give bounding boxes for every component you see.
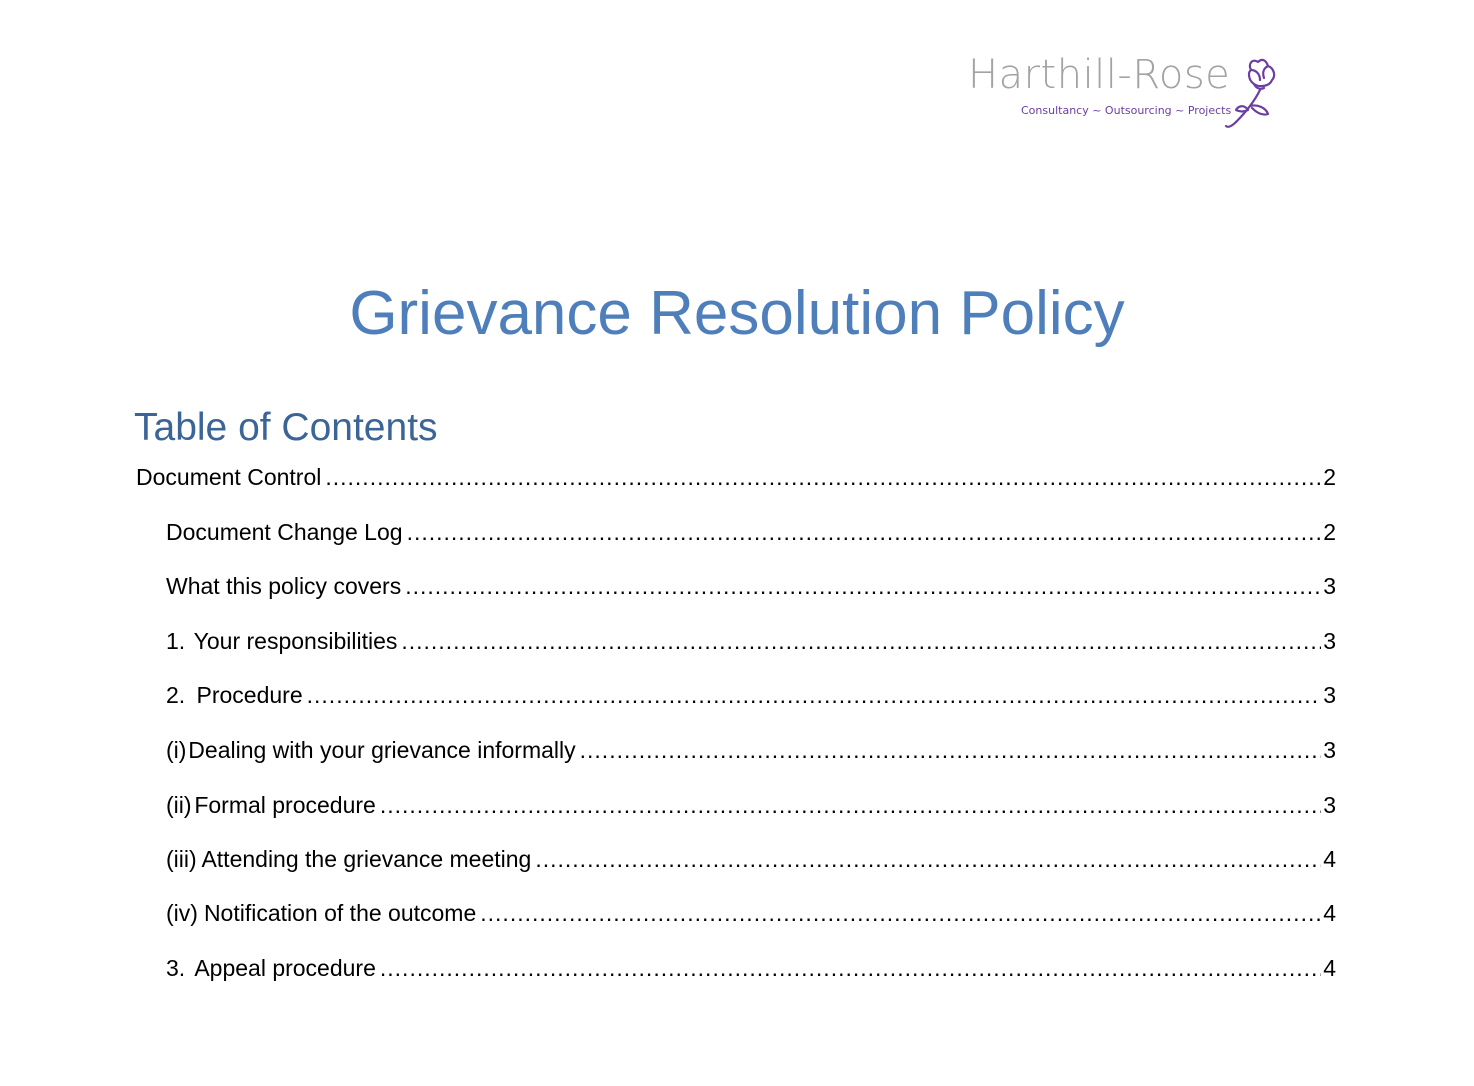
toc-leader-dots <box>580 733 1322 767</box>
toc-entry-notification-outcome[interactable] <box>166 896 1336 930</box>
toc-entry-label: Your responsibilities <box>193 628 398 654</box>
toc-entry-number: (iii) <box>166 846 197 872</box>
toc-entry-number: (i) <box>166 737 187 763</box>
toc-entry-page: 3 <box>1323 737 1336 763</box>
toc-entry-number: 2. <box>166 682 186 708</box>
toc-leader-dots <box>535 842 1321 876</box>
toc-entry-label: What this policy covers <box>166 573 402 599</box>
toc-entry-page: 4 <box>1323 900 1336 926</box>
logo-tagline: Consultancy ~ Outsourcing ~ Projects <box>1021 104 1232 117</box>
toc-entry-page: 4 <box>1323 955 1336 981</box>
toc-entry-label: Dealing with your grievance informally <box>188 737 576 763</box>
toc-entry-page: 4 <box>1323 846 1336 872</box>
toc-entry-procedure[interactable] <box>166 678 1336 712</box>
toc-entry-page: 2 <box>1323 519 1336 545</box>
toc-entry-label: Document Control <box>136 464 322 490</box>
toc-entry-page: 3 <box>1323 573 1336 599</box>
toc-leader-dots <box>307 678 1322 712</box>
toc-entry-dealing-informally[interactable] <box>166 733 1336 767</box>
toc-entry-page: 3 <box>1323 628 1336 654</box>
toc-entry-document-control[interactable] <box>136 460 1336 494</box>
toc-entry-label: Formal procedure <box>194 792 376 818</box>
toc-entry-your-responsibilities[interactable] <box>166 624 1336 658</box>
document-title: Grievance Resolution Policy <box>349 279 1125 348</box>
toc-entry-number: (ii) <box>166 792 192 818</box>
toc-entry-label: Procedure <box>196 682 303 708</box>
toc-leader-dots <box>325 460 1321 494</box>
toc-entry-attending-meeting[interactable] <box>166 842 1336 876</box>
toc-entry-number: (iv) <box>166 900 198 926</box>
toc-entry-label: Appeal procedure <box>194 955 376 981</box>
company-logo <box>968 52 1298 132</box>
toc-entry-page: 3 <box>1323 682 1336 708</box>
toc-entry-label: Document Change Log <box>166 519 403 545</box>
toc-entry-appeal-procedure[interactable] <box>166 951 1336 985</box>
toc-entry-number: 1. <box>166 628 186 654</box>
toc-leader-dots <box>380 788 1321 822</box>
toc-leader-dots <box>405 569 1321 603</box>
toc-leader-dots <box>480 896 1321 930</box>
toc-entry-label: Notification of the outcome <box>203 900 477 926</box>
toc-leader-dots <box>407 515 1322 549</box>
logo-name: Harthill-Rose <box>968 52 1231 98</box>
toc-heading: Table of Contents <box>134 406 438 449</box>
toc-entry-number: 3. <box>166 955 186 981</box>
toc-entry-page: 3 <box>1323 792 1336 818</box>
toc-leader-dots <box>380 951 1321 985</box>
toc-entry-document-change-log[interactable] <box>166 515 1336 549</box>
toc-entry-page: 2 <box>1323 464 1336 490</box>
toc-entry-formal-procedure[interactable] <box>166 788 1336 822</box>
toc-leader-dots <box>401 624 1321 658</box>
toc-entry-label: Attending the grievance meeting <box>201 846 532 872</box>
toc-entry-what-this-policy-covers[interactable] <box>166 569 1336 603</box>
rose-icon <box>1218 54 1298 134</box>
